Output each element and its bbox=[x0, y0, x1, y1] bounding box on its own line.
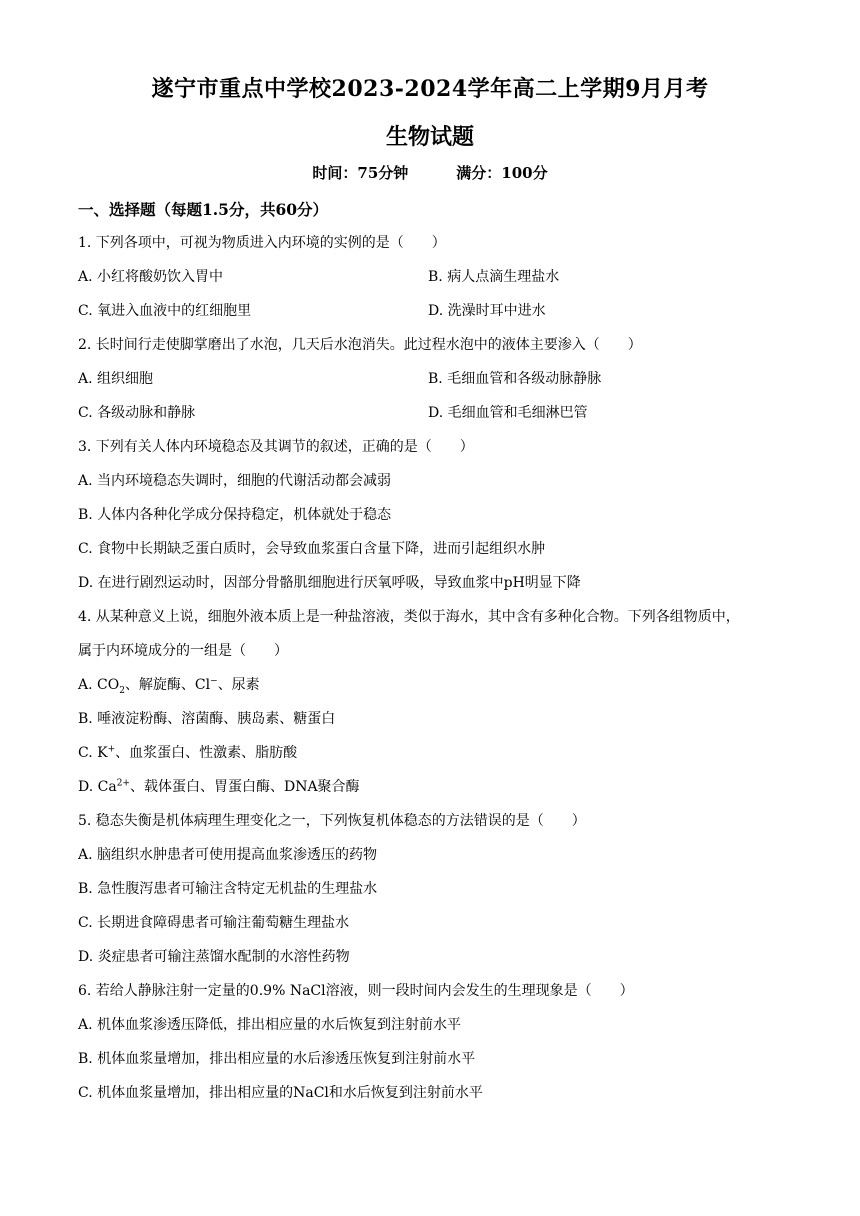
question-3-option-a: A. 当内环境稳态失调时，细胞的代谢活动都会减弱 bbox=[78, 473, 392, 489]
question-2-option-b: B. 毛细血管和各级动脉静脉 bbox=[428, 371, 602, 387]
question-2-stem: 2. 长时间行走使脚掌磨出了水泡，几天后水泡消失。此过程水泡中的液体主要渗入（ ） bbox=[78, 337, 642, 353]
section-heading: 一、选择题（每题1.5分，共60分） bbox=[78, 200, 329, 219]
question-3-option-b: B. 人体内各种化学成分保持稳定，机体就处于稳态 bbox=[78, 507, 392, 523]
question-1-option-d: D. 洗澡时耳中进水 bbox=[428, 303, 546, 319]
question-3-stem: 3. 下列有关人体内环境稳态及其调节的叙述，正确的是（ ） bbox=[78, 439, 474, 455]
question-6-stem: 6. 若给人静脉注射一定量的0.9% NaCl溶液，则一段时间内会发生的生理现象是（ ） bbox=[78, 983, 634, 999]
exam-subtitle: 生物试题 bbox=[385, 124, 474, 150]
question-6-option-c: C. 机体血浆量增加，排出相应量的NaCl和水后恢复到注射前水平 bbox=[78, 1085, 483, 1101]
question-6-option-a: A. 机体血浆渗透压降低，排出相应量的水后恢复到注射前水平 bbox=[78, 1017, 462, 1033]
question-1-option-b: B. 病人点滴生理盐水 bbox=[428, 269, 560, 285]
question-1-stem: 1. 下列各项中，可视为物质进入内环境的实例的是（ ） bbox=[78, 235, 446, 251]
question-5-option-a: A. 脑组织水肿患者可使用提高血浆渗透压的药物 bbox=[78, 847, 378, 863]
exam-title: 遂宁市重点中学校2023-2024学年高二上学期9月月考 bbox=[151, 76, 709, 102]
question-5-option-c: C. 长期进食障碍患者可输注葡萄糖生理盐水 bbox=[78, 915, 350, 931]
question-2-option-d: D. 毛细血管和毛细淋巴管 bbox=[428, 405, 588, 421]
question-4-option-d: D. $Ca^{2+}$、载体蛋白、胃蛋白酶、DNA聚合酶 bbox=[78, 778, 360, 795]
exam-meta bbox=[0, 162, 860, 183]
question-2-option-a: A. 组织细胞 bbox=[78, 371, 154, 387]
question-5-stem: 5. 稳态失衡是机体病理生理变化之一，下列恢复机体稳态的方法错误的是（ ） bbox=[78, 813, 586, 829]
question-4-option-a: A. $CO_2$、解旋酶、Cl−、尿素 bbox=[78, 676, 260, 696]
question-4-stem-line2: 属于内环境成分的一组是（ ） bbox=[78, 643, 288, 659]
question-6-option-b: B. 机体血浆量增加，排出相应量的水后渗透压恢复到注射前水平 bbox=[78, 1051, 476, 1067]
exam-time: 时间：75分钟 bbox=[312, 164, 409, 182]
question-3-option-d: D. 在进行剧烈运动时，因部分骨骼肌细胞进行厌氧呼吸，导致血浆中pH明显下降 bbox=[78, 575, 581, 591]
question-4-stem-line1: 4. 从某种意义上说，细胞外液本质上是一种盐溶液，类似于海水，其中含有多种化合物。下列各组物质中， bbox=[78, 609, 740, 625]
question-4-option-c: C. K+、血浆蛋白、性激素、脂肪酸 bbox=[78, 744, 298, 761]
question-1-option-c: C. 氧进入血液中的红细胞里 bbox=[78, 303, 252, 319]
question-4-option-b: B. 唾液淀粉酶、溶菌酶、胰岛素、糖蛋白 bbox=[78, 711, 336, 727]
exam-score: 满分：100分 bbox=[456, 164, 548, 182]
question-2-option-c: C. 各级动脉和静脉 bbox=[78, 405, 196, 421]
question-1-option-a: A. 小红将酸奶饮入胃中 bbox=[78, 269, 224, 285]
question-5-option-d: D. 炎症患者可输注蒸馏水配制的水溶性药物 bbox=[78, 949, 350, 965]
question-5-option-b: B. 急性腹泻患者可输注含特定无机盐的生理盐水 bbox=[78, 881, 378, 897]
question-3-option-c: C. 食物中长期缺乏蛋白质时，会导致血浆蛋白含量下降，进而引起组织水肿 bbox=[78, 541, 546, 557]
